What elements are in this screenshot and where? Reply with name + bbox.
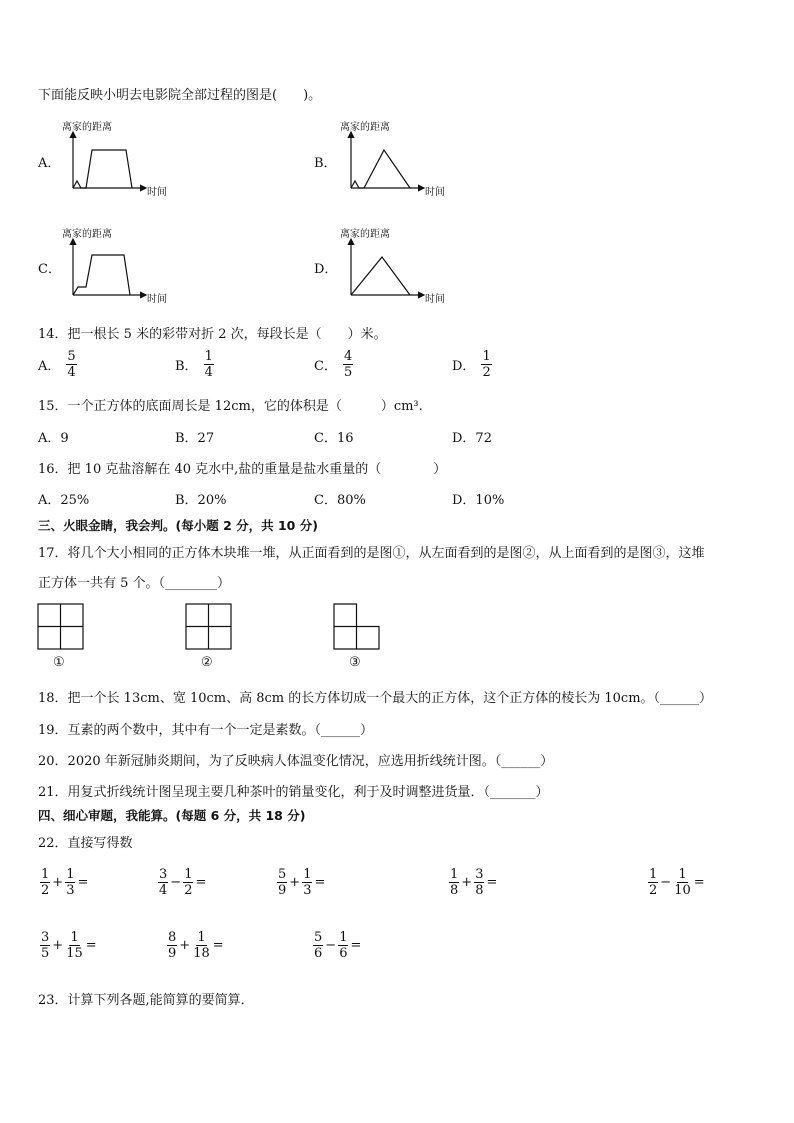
operator: − [325, 938, 337, 953]
denominator: 2 [184, 883, 193, 898]
fraction [449, 868, 459, 897]
q17-line1: 17．将几个大小相同的正方体木块堆一堆，从正面看到的是图①，从左面看到的是图②，从上面看到的是图③，这堆 [38, 546, 705, 561]
graph-b-ylabel: 离家的距离 [340, 122, 390, 133]
denominator: 5 [343, 365, 353, 380]
fraction [192, 931, 211, 960]
numerator: 5 [278, 867, 287, 882]
section-4-heading: 四、细心审题，我能算。(每题 6 分，共 18 分) [38, 808, 306, 823]
denominator: 15 [66, 946, 83, 961]
numerator: 8 [168, 930, 177, 945]
operator: − [170, 875, 182, 890]
fraction [277, 868, 287, 897]
fraction [167, 931, 177, 960]
denominator: 9 [278, 883, 287, 898]
q14-option-a [38, 350, 77, 379]
q14-option-a-letter: A． [38, 359, 61, 374]
fraction [313, 931, 323, 960]
fraction [40, 868, 50, 897]
fraction [158, 868, 168, 897]
graph-a-xlabel: 时间 [147, 187, 167, 198]
graph-d-ylabel: 离家的距离 [340, 229, 390, 240]
numerator: 1 [649, 867, 658, 882]
operator: + [461, 875, 473, 890]
graph-a [66, 128, 150, 194]
figure-3-grid [333, 603, 381, 651]
fraction [183, 868, 193, 897]
equals-sign: = [212, 938, 224, 953]
fraction [65, 868, 75, 897]
q22-expr-7 [167, 931, 224, 960]
denominator: 9 [168, 946, 177, 961]
q14-option-c [314, 350, 353, 379]
q15-stem: 15．一个正方体的底面周长是 12cm，它的体积是（ ）cm³. [38, 399, 423, 414]
q15-option-d: D．72 [452, 431, 492, 446]
fraction [302, 868, 312, 897]
numerator: 5 [314, 930, 323, 945]
q22-expr-6 [40, 931, 97, 960]
figure-1-grid [37, 603, 85, 651]
q13-option-a-letter: A． [38, 156, 61, 171]
operator: + [52, 938, 64, 953]
numerator: 1 [41, 867, 50, 882]
equals-sign: = [195, 875, 207, 890]
q21-text: 21．用复式折线统计图呈现主要几种茶叶的销量变化，利于及时调整进货量．（_______） [38, 785, 549, 800]
q14-option-c-letter: C． [314, 359, 337, 374]
q14-option-d-letter: D． [452, 359, 476, 374]
q14-stem: 14．把一根长 5 米的彩带对折 2 次，每段长是（ ）米。 [38, 327, 387, 342]
fraction [65, 931, 84, 960]
q15-option-a: A．9 [38, 431, 69, 446]
denominator: 2 [41, 883, 50, 898]
figure-2-grid [185, 603, 233, 651]
denominator: 18 [193, 946, 210, 961]
q13-option-d-letter: D． [314, 262, 338, 277]
denominator: 4 [159, 883, 168, 898]
figure-1-label: ① [53, 655, 65, 670]
equals-sign: = [85, 938, 97, 953]
fraction [474, 868, 484, 897]
numerator: 4 [343, 349, 353, 364]
fraction [40, 931, 50, 960]
q22-expr-3 [277, 868, 325, 897]
q14-option-b-letter: B． [175, 359, 198, 374]
graph-b [344, 128, 428, 194]
operator: + [289, 875, 301, 890]
denominator: 8 [450, 883, 459, 898]
graph-c [66, 235, 150, 301]
q16-option-b: B．20% [175, 493, 227, 508]
numerator: 1 [678, 867, 687, 882]
q18-text: 18．把一个长 13cm、宽 10cm、高 8cm 的长方体切成一个最大的正方体，这个正方体的棱长为 10cm。（______） [38, 691, 713, 706]
q15-option-c: C．16 [314, 431, 354, 446]
equals-sign: = [77, 875, 89, 890]
figure-2-label: ② [201, 655, 213, 670]
operator: − [660, 875, 672, 890]
q22-expr-2 [158, 868, 206, 897]
q14-option-b [175, 350, 214, 379]
numerator: 1 [303, 867, 312, 882]
q16-stem: 16．把 10 克盐溶解在 40 克水中,盐的重量是盐水重量的（ ） [38, 462, 447, 477]
q16-option-c: C．80% [314, 493, 366, 508]
q13-stem: 下面能反映小明去电影院全部过程的图是( )。 [38, 88, 322, 103]
numerator: 3 [475, 867, 484, 882]
graph-c-ylabel: 离家的距离 [62, 229, 112, 240]
q13-option-b-letter: B． [314, 156, 337, 171]
numerator: 1 [70, 930, 79, 945]
equals-sign: = [314, 875, 326, 890]
denominator: 6 [314, 946, 323, 961]
denominator: 2 [482, 365, 491, 380]
numerator: 3 [41, 930, 50, 945]
figure-3-label: ③ [349, 655, 361, 670]
fraction [338, 931, 348, 960]
q17-line2: 正方体一共有 5 个。（________） [38, 576, 231, 591]
equals-sign: = [486, 875, 498, 890]
numerator: 1 [450, 867, 459, 882]
numerator: 1 [197, 930, 206, 945]
q22-expr-4 [449, 868, 497, 897]
denominator: 3 [66, 883, 75, 898]
q22-stem: 22．直接写得数 [38, 836, 133, 851]
denominator: 4 [204, 365, 213, 380]
operator: + [52, 875, 64, 890]
section-3-heading: 三、火眼金睛，我会判。(每小题 2 分，共 10 分) [38, 518, 318, 533]
equals-sign: = [693, 875, 705, 890]
graph-d [344, 235, 428, 301]
graph-d-xlabel: 时间 [425, 294, 445, 305]
q22-expr-5 [648, 868, 705, 897]
q20-text: 20．2020 年新冠肺炎期间，为了反映病人体温变化情况，应选用折线统计图。（______） [38, 754, 554, 769]
equals-sign: = [350, 938, 362, 953]
q23-stem: 23．计算下列各题,能简算的要简算． [38, 993, 254, 1008]
graph-c-xlabel: 时间 [147, 294, 167, 305]
denominator: 3 [303, 883, 312, 898]
denominator: 10 [674, 883, 691, 898]
fraction [648, 868, 658, 897]
denominator: 2 [649, 883, 658, 898]
denominator: 4 [67, 365, 76, 380]
graph-b-xlabel: 时间 [425, 187, 445, 198]
q13-option-c-letter: C． [38, 262, 61, 277]
numerator: 1 [339, 930, 348, 945]
q19-text: 19．互素的两个数中，其中有一个一定是素数。（______） [38, 723, 374, 738]
numerator: 5 [67, 349, 76, 364]
graph-a-ylabel: 离家的距离 [62, 122, 112, 133]
fraction [343, 350, 353, 379]
q15-option-b: B．27 [175, 431, 215, 446]
fraction [66, 350, 76, 379]
fraction [204, 350, 214, 379]
denominator: 5 [41, 946, 50, 961]
numerator: 1 [204, 349, 213, 364]
numerator: 1 [66, 867, 75, 882]
operator: + [179, 938, 191, 953]
q22-expr-1 [40, 868, 88, 897]
numerator: 3 [159, 867, 168, 882]
numerator: 1 [482, 349, 491, 364]
q14-option-d [452, 350, 492, 379]
q22-expr-8 [313, 931, 361, 960]
denominator: 6 [339, 946, 348, 961]
numerator: 1 [184, 867, 193, 882]
q16-option-a: A．25% [38, 493, 90, 508]
q16-option-d: D．10% [452, 493, 505, 508]
fraction [673, 868, 692, 897]
fraction [481, 350, 491, 379]
denominator: 8 [475, 883, 484, 898]
